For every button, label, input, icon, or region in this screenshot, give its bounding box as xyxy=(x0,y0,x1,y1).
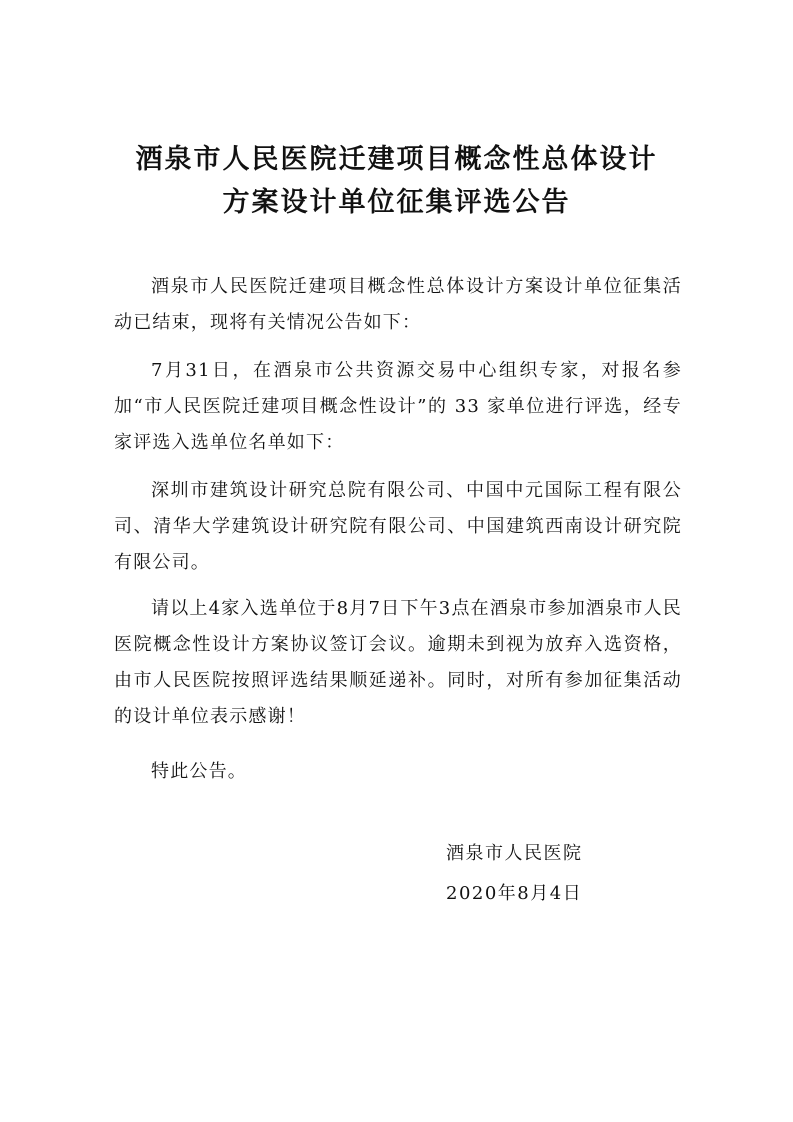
meeting-notice-paragraph: 请以上4家入选单位于8月7日下午3点在酒泉市参加酒泉市人民医院概念性设计方案协议签订会议。逾期未到视为放弃入选资格，由市人民医院按照评选结果顺延递补。同时，对所有参加征集活动的设计单位表示感谢！ xyxy=(114,598,682,727)
evaluation-paragraph: 7月31日，在酒泉市公共资源交易中心组织专家，对报名参加“市人民医院迁建项目概念性设计”的 33 家单位进行评选，经专家评选入选单位名单如下： xyxy=(114,360,682,453)
closing-paragraph: 特此公告。 xyxy=(151,761,247,782)
document-title-line-1: 酒泉市人民医院迁建项目概念性总体设计 xyxy=(135,144,658,175)
signature-organization: 酒泉市人民医院 xyxy=(446,843,583,864)
document-title-line-2: 方案设计单位征集评选公告 xyxy=(222,187,571,218)
selected-units-paragraph: 深圳市建筑设计研究总院有限公司、中国中元国际工程有限公司、清华大学建筑设计研究院有限公司、中国建筑西南设计研究院有限公司。 xyxy=(114,480,682,573)
intro-paragraph: 酒泉市人民医院迁建项目概念性总体设计方案设计单位征集活动已结束，现将有关情况公告如下： xyxy=(114,276,682,333)
signature-date: 2020年8月4日 xyxy=(446,883,583,904)
